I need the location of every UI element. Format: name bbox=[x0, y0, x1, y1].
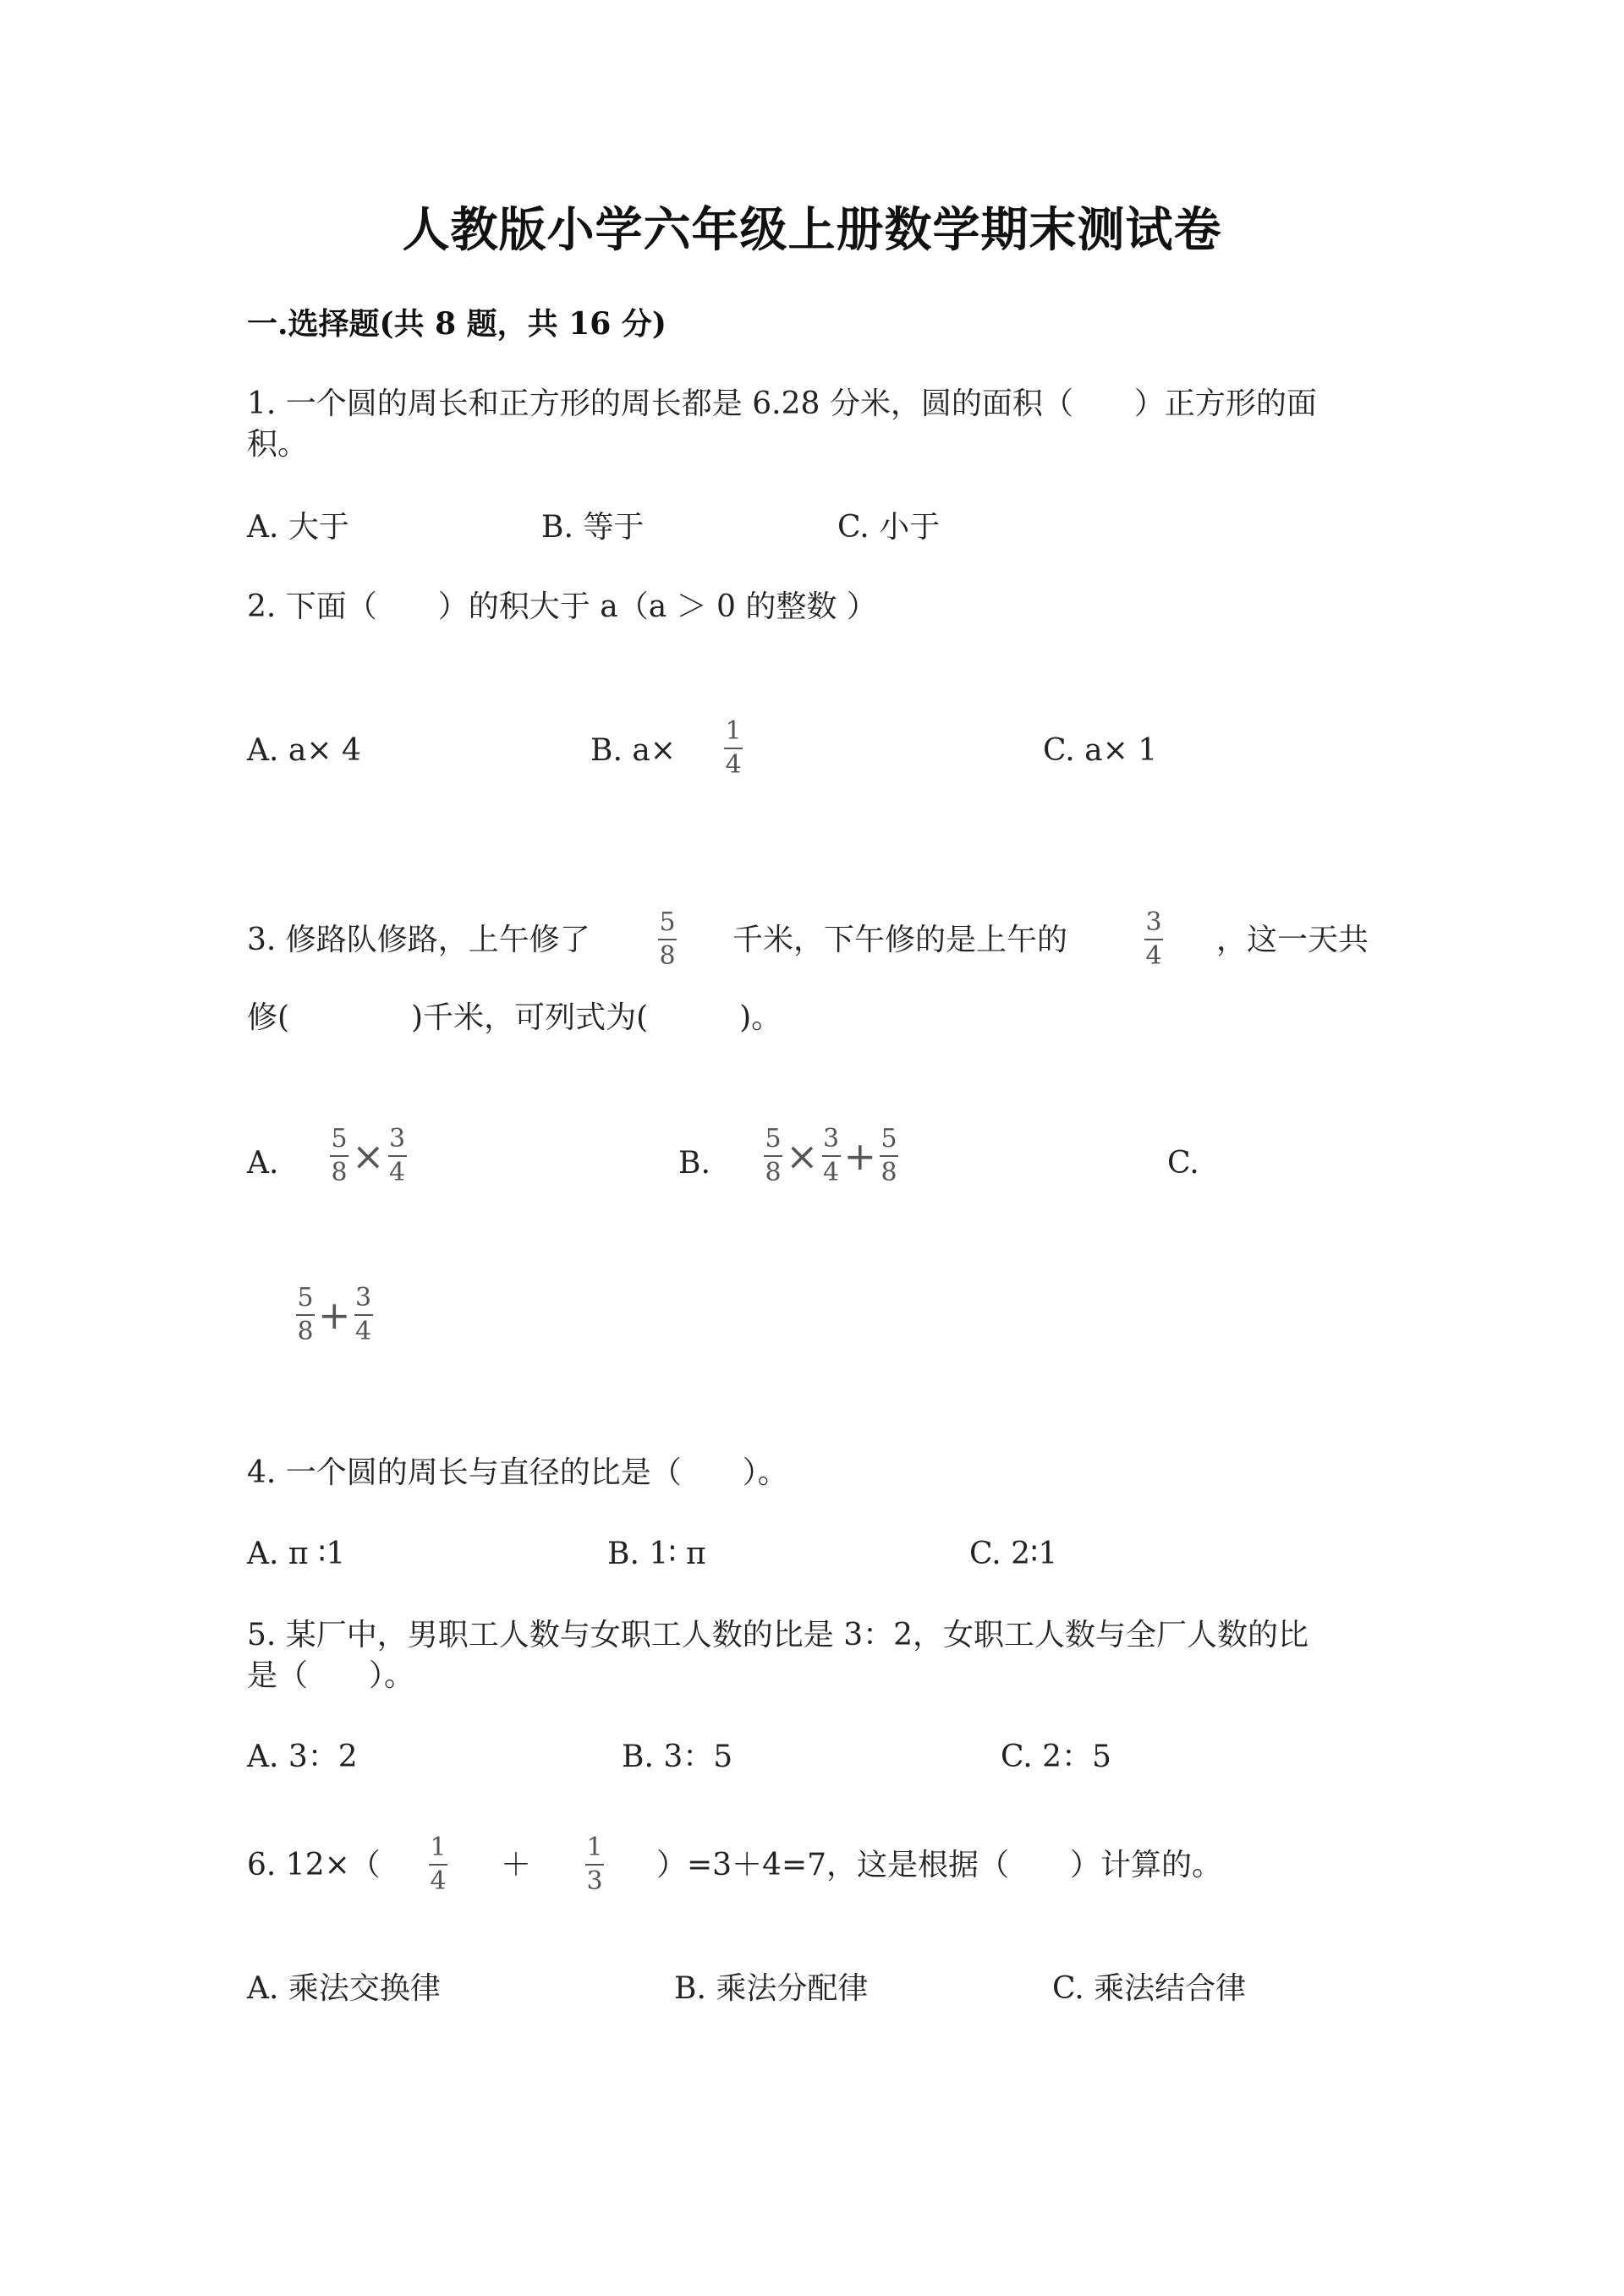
fraction-numerator: 3 bbox=[389, 1124, 406, 1153]
fraction-denominator: 4 bbox=[1145, 941, 1162, 971]
fraction-numerator: 5 bbox=[297, 1283, 314, 1312]
question-3-part-1: 3. 修路队修路，上午修了 bbox=[247, 923, 590, 957]
fraction-denominator: 4 bbox=[355, 1317, 372, 1346]
fraction-bar bbox=[724, 748, 743, 749]
q6-fraction-1-4 bbox=[429, 1833, 447, 1896]
times-sign: × bbox=[352, 1133, 385, 1179]
q3-option-a[interactable]: A. bbox=[247, 1146, 279, 1181]
question-6-part-2: ）=3＋4=7，这是根据（ ）计算的。 bbox=[656, 1848, 1223, 1882]
fraction-bar bbox=[585, 1864, 604, 1866]
q2-option-b-fraction bbox=[724, 717, 743, 780]
question-5-line-1: 5. 某厂中，男职工人数与女职工人数的比是 3：2，女职工人数与全厂人数的比 bbox=[247, 1618, 1309, 1652]
fraction-numerator: 5 bbox=[765, 1124, 782, 1153]
q5-option-c[interactable]: C. 2：5 bbox=[1001, 1740, 1111, 1774]
fraction-bar bbox=[429, 1864, 447, 1866]
fraction-numerator: 1 bbox=[430, 1833, 447, 1862]
q2-option-c[interactable]: C. a× 1 bbox=[1043, 733, 1158, 768]
q3-fraction-3-4 bbox=[1144, 908, 1163, 971]
q2-option-b-label: B. a× bbox=[590, 733, 676, 768]
q3-option-c[interactable]: C. bbox=[1167, 1146, 1199, 1181]
fraction-denominator: 4 bbox=[823, 1158, 840, 1187]
fraction-bar bbox=[296, 1314, 315, 1316]
plus-sign: + bbox=[318, 1292, 351, 1338]
question-3-line-2: 修( )千米，可列式为( )。 bbox=[247, 1000, 782, 1035]
q3-option-b[interactable]: B. bbox=[678, 1146, 710, 1181]
fraction-bar bbox=[880, 1155, 898, 1157]
q2-option-b[interactable] bbox=[590, 729, 676, 773]
q2-option-a[interactable]: A. a× 4 bbox=[247, 733, 361, 768]
q6-option-b[interactable]: B. 乘法分配律 bbox=[674, 1971, 869, 2006]
fraction-bar bbox=[764, 1155, 782, 1157]
fraction-bar bbox=[388, 1155, 407, 1157]
fraction-denominator: 4 bbox=[430, 1866, 447, 1896]
fraction-denominator: 8 bbox=[659, 941, 676, 971]
q3-option-a-expression bbox=[330, 1125, 407, 1187]
q6-plus-sign: ＋ bbox=[501, 1848, 532, 1882]
q5-option-a[interactable]: A. 3：2 bbox=[247, 1740, 358, 1774]
question-1-line-2: 积。 bbox=[247, 427, 309, 462]
page-title: 人教版小学六年级上册数学期末测试卷 bbox=[402, 202, 1222, 258]
fraction-denominator: 4 bbox=[389, 1158, 406, 1187]
fraction-bar bbox=[354, 1314, 373, 1316]
fraction-bar bbox=[1144, 939, 1163, 940]
q4-option-a[interactable]: A. π ∶1 bbox=[247, 1537, 346, 1571]
question-6-part-1: 6. 12×（ bbox=[247, 1848, 381, 1882]
fraction-denominator: 3 bbox=[586, 1866, 603, 1896]
fraction-numerator: 3 bbox=[823, 1124, 840, 1153]
times-sign: × bbox=[786, 1133, 819, 1179]
fraction-numerator: 3 bbox=[1145, 907, 1162, 937]
question-1-line-1: 1. 一个圆的周长和正方形的周长都是 6.28 分米，圆的面积（ ）正方形的面 bbox=[247, 386, 1317, 421]
q1-option-b[interactable]: B. 等于 bbox=[541, 510, 645, 545]
fraction-numerator: 5 bbox=[659, 907, 676, 937]
fraction-numerator: 5 bbox=[331, 1124, 348, 1153]
fraction-denominator: 4 bbox=[725, 750, 742, 780]
q1-option-c[interactable]: C. 小于 bbox=[837, 510, 941, 545]
fraction-bar bbox=[330, 1155, 348, 1157]
fraction-numerator: 1 bbox=[725, 716, 742, 746]
fraction-numerator: 1 bbox=[586, 1833, 603, 1862]
fraction-denominator: 8 bbox=[297, 1317, 314, 1346]
fraction-denominator: 8 bbox=[331, 1158, 348, 1187]
fraction-numerator: 3 bbox=[355, 1283, 372, 1312]
q3-option-b-expression bbox=[764, 1125, 898, 1187]
fraction-bar bbox=[658, 939, 677, 940]
plus-sign: + bbox=[843, 1133, 877, 1179]
q5-option-b[interactable]: B. 3：5 bbox=[622, 1740, 733, 1774]
fraction-denominator: 8 bbox=[765, 1158, 782, 1187]
q4-option-b[interactable]: B. 1∶ π bbox=[607, 1537, 706, 1571]
q6-fraction-1-3 bbox=[585, 1833, 604, 1896]
q3-fraction-5-8 bbox=[658, 908, 677, 971]
q6-option-a[interactable]: A. 乘法交换律 bbox=[247, 1971, 441, 2006]
fraction-denominator: 8 bbox=[881, 1158, 897, 1187]
fraction-bar bbox=[822, 1155, 841, 1157]
question-3-part-3: ，这一天共 bbox=[1216, 923, 1369, 957]
question-4-text: 4. 一个圆的周长与直径的比是（ ）。 bbox=[247, 1455, 788, 1490]
fraction-numerator: 5 bbox=[881, 1124, 897, 1153]
section-heading: 一.选择题(共 8 题，共 16 分) bbox=[247, 306, 667, 342]
q4-option-c[interactable]: C. 2∶1 bbox=[969, 1537, 1058, 1571]
q6-option-c[interactable]: C. 乘法结合律 bbox=[1052, 1971, 1247, 2006]
q1-option-a[interactable]: A. 大于 bbox=[247, 510, 349, 545]
q3-option-c-expression bbox=[296, 1284, 373, 1346]
question-5-line-2: 是（ ）。 bbox=[247, 1658, 415, 1693]
question-3-part-2: 千米，下午修的是上午的 bbox=[732, 923, 1068, 957]
question-2-text: 2. 下面（ ）的积大于 a（a ＞ 0 的整数 ） bbox=[247, 589, 877, 624]
